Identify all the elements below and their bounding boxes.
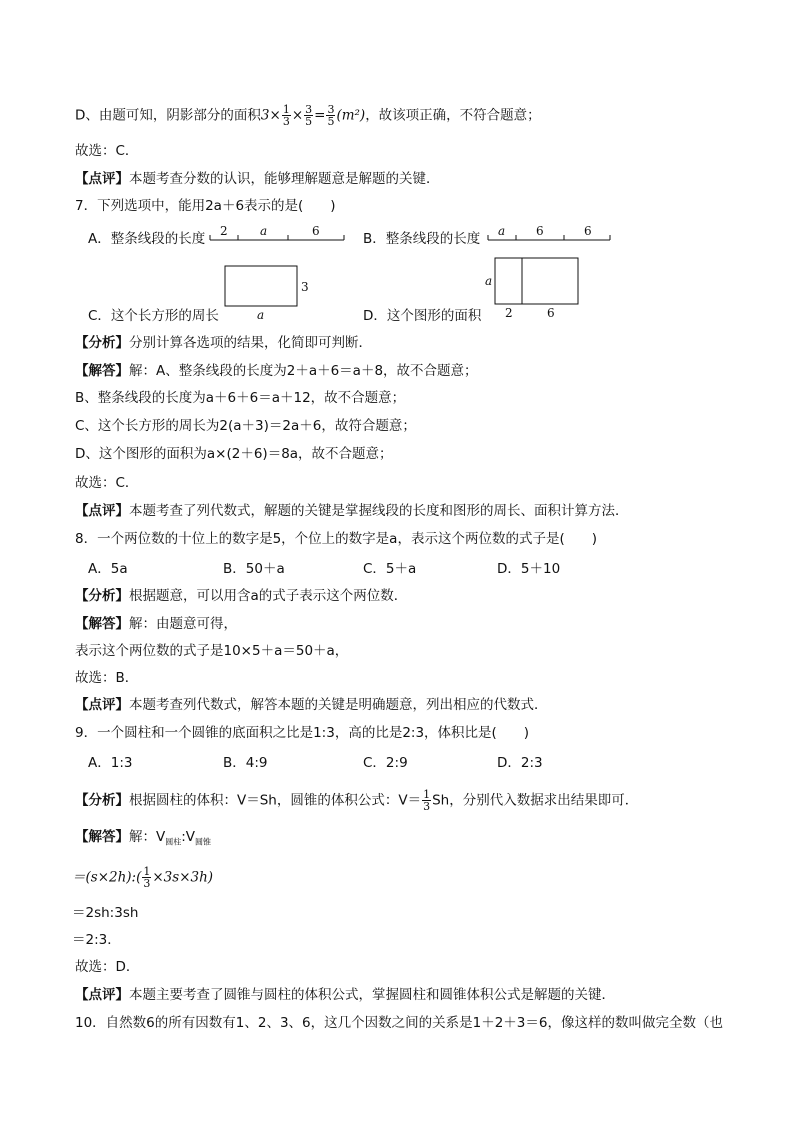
den: 5 <box>327 115 335 128</box>
q7-analysis <box>75 334 372 352</box>
fig-d-label-height: a <box>485 274 493 288</box>
q8-solution <box>75 615 237 633</box>
q7-option-a: A．整条线段的长度 <box>88 231 206 247</box>
q9-option-c: C．2:9 <box>363 755 408 771</box>
text: ，故该项正确，不符合题意； <box>365 107 541 124</box>
text: 分别计算各选项的结果，化简即可判断． <box>129 335 372 351</box>
q7-figure-b <box>486 222 616 248</box>
q9-option-b: B．4:9 <box>223 755 268 771</box>
q9-analysis <box>75 789 638 812</box>
q7-solution-b: B、整条线段的长度为a＋6＋6＝a＋12，故不合题意； <box>75 390 406 406</box>
q9-step-4: ＝2:3． <box>72 932 121 948</box>
tag: 【解答】 <box>75 829 129 845</box>
tag: 【点评】 <box>75 987 129 1003</box>
q8-option-c: C．5＋a <box>363 561 417 577</box>
q7-answer: 故选：C． <box>75 475 139 491</box>
text: 本题考查列代数式，解答本题的关键是明确题意，列出相应的代数式． <box>129 697 548 713</box>
den: 3 <box>143 877 151 890</box>
q6-comment <box>75 170 440 188</box>
q8-option-a: A．5a <box>88 561 128 577</box>
q7-solution <box>75 362 478 380</box>
q7-figure-c <box>222 262 322 322</box>
fraction <box>142 866 151 889</box>
math: 3× <box>260 107 281 124</box>
text: :V <box>181 829 196 845</box>
den: 5 <box>305 115 313 128</box>
fraction <box>326 104 335 127</box>
q8-analysis <box>75 587 407 605</box>
tag: 【点评】 <box>75 697 129 713</box>
fig-c-label-width: a <box>257 308 265 322</box>
q7-figure-a <box>208 222 348 248</box>
q7-solution-d: D、这个图形的面积为a×(2＋6)＝8a，故不合题意； <box>75 446 393 462</box>
fig-b-label-3: 6 <box>584 224 592 238</box>
q7-figure-d <box>482 254 592 320</box>
q7-comment <box>75 502 629 520</box>
fig-a-label-3: 6 <box>312 224 320 238</box>
q8-option-b: B．50＋a <box>223 561 285 577</box>
fig-d-label-w1: 2 <box>505 306 513 320</box>
q8-question: 8．一个两位数的十位上的数字是5，个位上的数字是a，表示这个两位数的式子是( ) <box>75 531 597 547</box>
q9-step-2 <box>72 866 213 889</box>
q9-answer: 故选：D． <box>75 959 140 975</box>
fig-a-label-1: 2 <box>220 224 228 238</box>
q9-comment <box>75 986 615 1004</box>
math: (m²) <box>336 107 366 124</box>
q9-question: 9．一个圆柱和一个圆锥的底面积之比是1:3，高的比是2:3，体积比是( ) <box>75 725 530 741</box>
num: 1 <box>423 788 431 801</box>
text: 解：A、整条线段的长度为2＋a＋6＝a＋8，故不合题意； <box>129 363 478 379</box>
q7-option-c: C．这个长方形的周长 <box>88 308 219 324</box>
text: 本题主要考查了圆锥与圆柱的体积公式，掌握圆柱和圆锥体积公式是解题的关键． <box>129 987 615 1003</box>
num: 3 <box>305 103 313 116</box>
tag: 【分析】 <box>75 588 129 604</box>
text: 解：V <box>129 829 166 845</box>
fraction <box>304 104 313 127</box>
fig-a-label-2: a <box>260 224 268 238</box>
q7-option-d: D．这个图形的面积 <box>363 308 482 324</box>
fraction <box>422 789 431 812</box>
math: = <box>314 107 326 124</box>
q7-option-b: B．整条线段的长度 <box>363 231 481 247</box>
num: 3 <box>327 103 335 116</box>
tag: 【分析】 <box>75 335 129 351</box>
text: 根据圆柱的体积：V＝Sh，圆锥的体积公式：V＝ <box>129 792 422 809</box>
text: D、由题可知，阴影部分的面积 <box>75 107 261 124</box>
q7-solution-c: C、这个长方形的周长为2(a＋3)＝2a＋6，故符合题意； <box>75 418 416 434</box>
subscript: 圆锥 <box>195 837 212 847</box>
math: ＝(s×2h):( <box>72 869 142 886</box>
fig-b-label-2: 6 <box>536 224 544 238</box>
tag: 【分析】 <box>75 792 129 809</box>
tag: 【点评】 <box>75 171 129 187</box>
math: × <box>291 107 304 124</box>
tag: 【点评】 <box>75 503 129 519</box>
text: 解：由题意可得， <box>129 616 237 632</box>
q10-question: 10．自然数6的所有因数有1、2、3、6，这几个因数之间的关系是1＋2＋3＝6，像这样的数叫做完全数（也 <box>75 1015 723 1031</box>
tag: 【解答】 <box>75 363 129 379</box>
tag: 【解答】 <box>75 616 129 632</box>
num: 1 <box>143 865 151 878</box>
q7-question: 7．下列选项中，能用2a＋6表示的是( ) <box>75 198 336 214</box>
text: 本题考查了列代数式，解题的关键是掌握线段的长度和图形的周长、面积计算方法． <box>129 503 629 519</box>
fig-b-label-1: a <box>498 224 506 238</box>
math: ×3s×3h) <box>152 869 214 886</box>
text: Sh，分别代入数据求出结果即可． <box>432 792 639 809</box>
num: 1 <box>282 103 290 116</box>
den: 3 <box>423 800 431 813</box>
q6-option-d-line <box>75 104 541 127</box>
q8-option-d: D．5＋10 <box>497 561 561 577</box>
den: 3 <box>282 115 290 128</box>
q6-answer: 故选：C． <box>75 143 139 159</box>
fraction <box>282 104 291 127</box>
q9-option-a: A．1:3 <box>88 755 133 771</box>
q9-option-d: D．2:3 <box>497 755 543 771</box>
q8-solution-2: 表示这个两位数的式子是10×5＋a＝50＋a， <box>75 643 349 659</box>
text: 本题考查分数的认识，能够理解题意是解题的关键． <box>129 171 440 187</box>
fig-c-label-height: 3 <box>301 280 309 294</box>
q8-comment <box>75 696 548 714</box>
fig-d-label-w2: 6 <box>547 306 555 320</box>
q8-answer: 故选：B． <box>75 670 139 686</box>
q9-solution <box>75 828 211 852</box>
q9-step-3: ＝2sh:3sh <box>72 905 139 921</box>
text: 根据题意，可以用含a的式子表示这个两位数． <box>129 588 408 604</box>
subscript: 圆柱 <box>165 837 182 847</box>
